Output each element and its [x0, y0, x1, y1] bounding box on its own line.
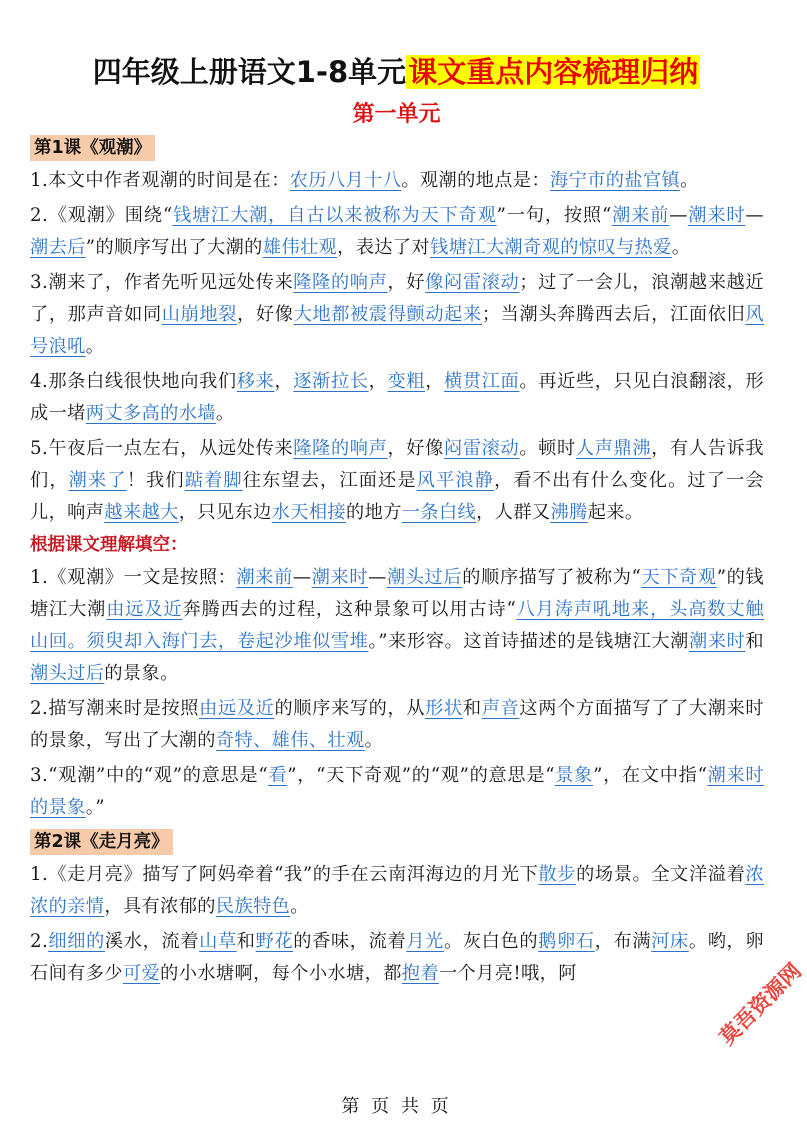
answer-text: 横贯江面 [444, 371, 520, 392]
answer-text: 钱塘江大潮奇观的惊叹与热爱 [430, 237, 672, 258]
answer-text: 鹅卵石 [538, 931, 595, 952]
page-title [0, 50, 793, 94]
answer-text: 潮来时 [311, 567, 369, 588]
answer-text: 潮头过后 [30, 663, 105, 684]
answer-text: 看 [268, 765, 288, 786]
answer-text: 水天相接 [271, 502, 347, 523]
list-item: 1.《走月亮》描写了阿妈牵着“我”的手在云南洱海边的月光下散步的场景。全文洋溢着浓浓的亲情，具有浓郁的民族特色。 [30, 864, 764, 917]
answer-text: 雄伟壮观 [262, 237, 338, 258]
watermark: 莫吾资源网 [714, 958, 807, 1050]
answer-text: 天下奇观 [641, 567, 717, 588]
answer-text: 风号浪吼 [30, 304, 764, 357]
answer-text: 河床 [651, 931, 689, 952]
answer-text: 沸腾 [550, 502, 588, 523]
answer-text: 由远及近 [106, 599, 183, 620]
lesson-2-items [30, 859, 764, 990]
answer-text: 散步 [538, 864, 577, 885]
list-item: 5.午夜后一点左右，从远处传来隆隆的响声，好像闷雷滚动。顿时人声鼎沸，有人告诉我们，潮来了！我们踮着脚往东望去，江面还是风平浪静，看不出有什么变化。过了一会儿，响声越来越大，只见东边水天相接的地方一条白线，人群又沸腾起来。 [30, 438, 765, 523]
answer-text: 潮来时 [688, 631, 746, 652]
answer-text: 山草 [199, 931, 237, 952]
list-item: 3.潮来了，作者先听见远处传来隆隆的响声，好像闷雷滚动；过了一会儿，浪潮越来越近了，那声音如同山崩地裂，好像大地都被震得颤动起来；当潮头奔腾西去后，江面依旧风号浪吼。 [30, 272, 764, 357]
answer-text: 踮着脚 [184, 470, 243, 491]
fill-section-items [30, 562, 764, 824]
answer-text: 由远及近 [199, 698, 275, 719]
answer-text: 八月涛声吼地来，头高数丈触山回。须臾却入海门去，卷起沙堆似雪堆 [30, 599, 764, 652]
answer-text: 山崩地裂 [161, 304, 238, 325]
answer-text: 海宁市的盐官镇 [550, 170, 681, 191]
answer-text: 逐渐拉长 [293, 371, 369, 392]
answer-text: 野花 [255, 931, 294, 952]
answer-text: 越来越大 [104, 502, 179, 523]
answer-text: 潮去后 [30, 237, 86, 258]
answer-text: 农历八月十八 [289, 170, 402, 191]
answer-text: 潮来前 [236, 567, 293, 588]
answer-text: 浓浓的亲情 [30, 864, 764, 917]
answer-text: 民族特色 [215, 896, 291, 917]
lesson-1-heading: 第1课《观潮》 [30, 135, 155, 161]
answer-text: 钱塘江大潮，自古以来被称为天下奇观 [172, 205, 497, 226]
answer-text: 潮来时的景象 [30, 765, 765, 818]
answer-text: 潮来前 [611, 205, 670, 226]
answer-text: 像闷雷滚动 [425, 272, 520, 293]
lesson-2-heading: 第2课《走月亮》 [30, 829, 173, 855]
fill-section-heading: 根据课文理解填空： [30, 535, 188, 555]
answer-text: 变粗 [387, 371, 426, 392]
answer-text: 景象 [554, 765, 594, 786]
answer-text: 月光 [406, 931, 444, 952]
list-item: 2.《观潮》围绕“钱塘江大潮，自古以来被称为天下奇观”一句，按照“潮来前—潮来时—潮去后”的顺序写出了大潮的雄伟壮观，表达了对钱塘江大潮奇观的惊叹与热爱。 [30, 205, 764, 258]
content-body [30, 133, 764, 993]
answer-text: 闷雷滚动 [443, 438, 520, 459]
answer-text: 一条白线 [401, 502, 477, 523]
answer-text: 隆隆的响声 [293, 438, 388, 459]
lesson-1-items [30, 165, 764, 529]
answer-text: 人声鼎沸 [575, 438, 652, 459]
answer-text: 隆隆的响声 [293, 272, 388, 293]
answer-text: 潮来时 [687, 205, 746, 226]
answer-text: 形状 [425, 698, 463, 719]
answer-text: 声音 [481, 698, 520, 719]
page-footer: 第 页 共 页 [341, 1096, 452, 1117]
list-item: 1.《观潮》一文是按照：潮来前—潮来时—潮头过后的顺序描写了被称为“天下奇观”的钱塘江大潮由远及近奔腾西去的过程，这种景象可以用古诗“八月涛声吼地来，头高数丈触山回。须臾却入海门去，卷起沙堆似雪堆。”来形容。这首诗描述的是钱塘江大潮潮来时和潮头过后的景象。 [30, 567, 765, 684]
answer-text: 细细的 [48, 931, 105, 952]
unit-title: 第一单元 [352, 102, 441, 127]
list-item: 2.描写潮来时是按照由远及近的顺序来写的，从形状和声音这两个方面描写了了大潮来时的景象，写出了大潮的奇特、雄伟、壮观。 [30, 698, 765, 751]
answer-text: 两丈多高的水墙 [85, 403, 216, 424]
list-item: 2.细细的溪水，流着山草和野花的香味，流着月光。灰白色的鹅卵石，布满河床。哟，卵石间有多少可爱的小水塘啊，每个小水塘，都抱着一个月亮!哦，阿 [30, 931, 764, 984]
list-item: 4.那条白线很快地向我们移来，逐渐拉长，变粗，横贯江面。再近些，只见白浪翻滚，形成一堵两丈多高的水墙。 [30, 371, 765, 424]
answer-text: 大地都被震得颤动起来 [293, 304, 482, 325]
answer-text: 潮头过后 [386, 567, 463, 588]
answer-text: 奇特、雄伟、壮观 [215, 730, 365, 751]
title-plain: 四年级上册语文1-8单元 [92, 55, 407, 89]
list-item: 1.本文中作者观潮的时间是在：农历八月十八。观潮的地点是：海宁市的盐官镇。 [30, 170, 699, 191]
answer-text: 抱着 [401, 963, 439, 984]
list-item: 3.“观潮”中的“观”的意思是“看”，“天下奇观”的“观”的意思是“景象”，在文中指“潮来时的景象。” [30, 765, 765, 818]
answer-text: 移来 [236, 371, 275, 392]
answer-text: 可爱 [122, 963, 161, 984]
answer-text: 潮来了 [68, 470, 127, 491]
answer-text: 风平浪静 [416, 470, 495, 491]
title-highlight: 课文重点内容梳理归纳 [408, 55, 699, 89]
